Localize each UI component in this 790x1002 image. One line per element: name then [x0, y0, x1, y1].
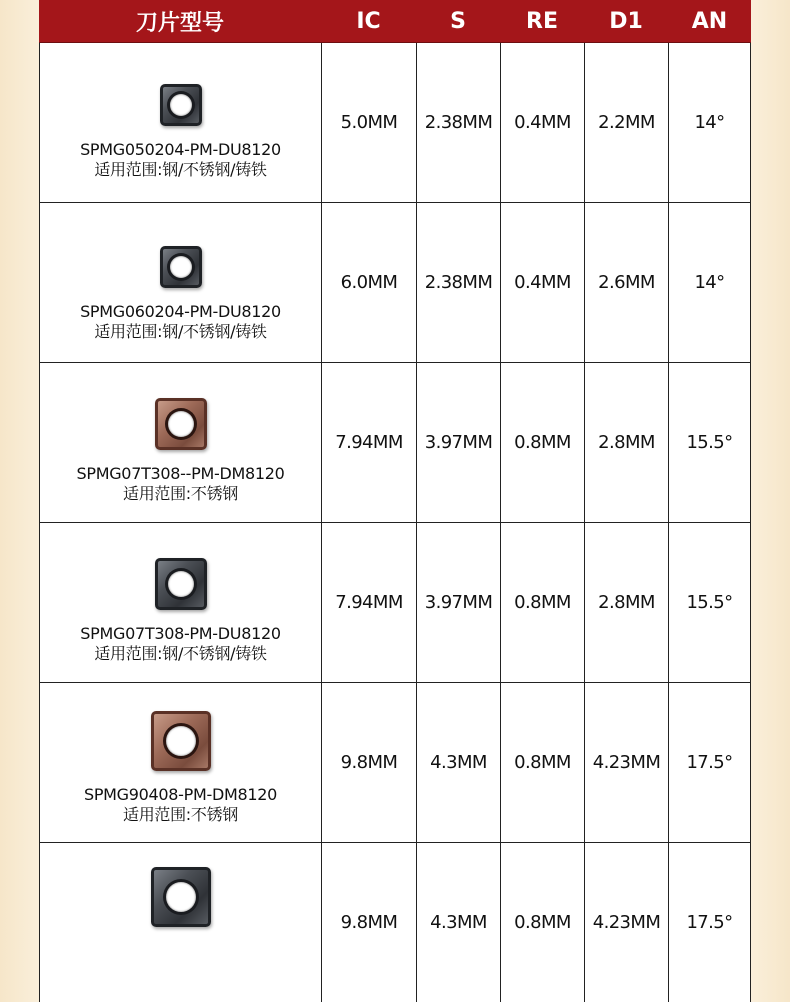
model-cell: [39, 523, 321, 682]
re-value: 0.8MM: [500, 843, 584, 1002]
header-d1: D1: [609, 8, 643, 34]
application-scope: 适用范围:钢/不锈钢/铸铁: [94, 643, 267, 663]
insert-hole: [170, 256, 192, 278]
application-scope: 适用范围:钢/不锈钢/铸铁: [94, 159, 267, 179]
table-row: [39, 203, 751, 363]
re-value: 0.8MM: [500, 363, 584, 522]
s-value: 2.38MM: [416, 43, 500, 202]
insert-image: [155, 398, 207, 450]
an-value: 14°: [668, 203, 751, 362]
table-header: [39, 0, 751, 43]
an-value: 15.5°: [668, 523, 751, 682]
table-row: [39, 683, 751, 843]
application-scope: 适用范围:不锈钢: [123, 483, 238, 503]
ic-value: 7.94MM: [321, 523, 416, 682]
d1-value: 2.8MM: [584, 363, 668, 522]
insert-image: [160, 84, 202, 126]
model-cell: [39, 43, 321, 202]
model-number: SPMG060204-PM-DU8120: [80, 301, 281, 321]
model-cell: [39, 203, 321, 362]
table-row: [39, 363, 751, 523]
application-scope: 适用范围:不锈钢: [123, 804, 238, 824]
insert-hole: [166, 726, 196, 756]
re-value: 0.8MM: [500, 683, 584, 842]
insert-image: [151, 711, 211, 771]
d1-value: 2.6MM: [584, 203, 668, 362]
an-value: 17.5°: [668, 683, 751, 842]
insert-hole: [168, 571, 194, 597]
ic-value: 9.8MM: [321, 843, 416, 1002]
table-row: [39, 523, 751, 683]
d1-value: 2.2MM: [584, 43, 668, 202]
application-scope: 适用范围:钢/不锈钢/铸铁: [94, 321, 267, 341]
insert-hole: [170, 94, 192, 116]
header-s: S: [450, 8, 466, 34]
s-value: 4.3MM: [416, 843, 500, 1002]
an-value: 14°: [668, 43, 751, 202]
ic-value: 7.94MM: [321, 363, 416, 522]
s-value: 3.97MM: [416, 523, 500, 682]
insert-hole: [166, 882, 196, 912]
model-number: SPMG07T308-PM-DU8120: [80, 623, 281, 643]
header-an: AN: [691, 8, 728, 34]
s-value: 3.97MM: [416, 363, 500, 522]
header-ic: IC: [356, 8, 381, 34]
model-number: SPMG07T308--PM-DM8120: [76, 463, 285, 483]
header-model: 刀片型号: [135, 10, 224, 36]
an-value: 17.5°: [668, 843, 751, 1002]
model-number: SPMG90408-PM-DM8120: [83, 784, 278, 804]
insert-image: [151, 867, 211, 927]
re-value: 0.4MM: [500, 203, 584, 362]
d1-value: 2.8MM: [584, 523, 668, 682]
insert-image: [160, 246, 202, 288]
ic-value: 6.0MM: [321, 203, 416, 362]
model-cell: [39, 363, 321, 522]
re-value: 0.8MM: [500, 523, 584, 682]
re-value: 0.4MM: [500, 43, 584, 202]
d1-value: 4.23MM: [584, 683, 668, 842]
s-value: 4.3MM: [416, 683, 500, 842]
an-value: 15.5°: [668, 363, 751, 522]
header-re: RE: [526, 8, 558, 34]
spec-table: [39, 0, 751, 1002]
insert-hole: [168, 411, 194, 437]
s-value: 2.38MM: [416, 203, 500, 362]
ic-value: 9.8MM: [321, 683, 416, 842]
model-cell: [39, 683, 321, 842]
model-number: SPMG050204-PM-DU8120: [80, 139, 281, 159]
ic-value: 5.0MM: [321, 43, 416, 202]
table-row: [39, 43, 751, 203]
insert-image: [155, 558, 207, 610]
d1-value: 4.23MM: [584, 843, 668, 1002]
